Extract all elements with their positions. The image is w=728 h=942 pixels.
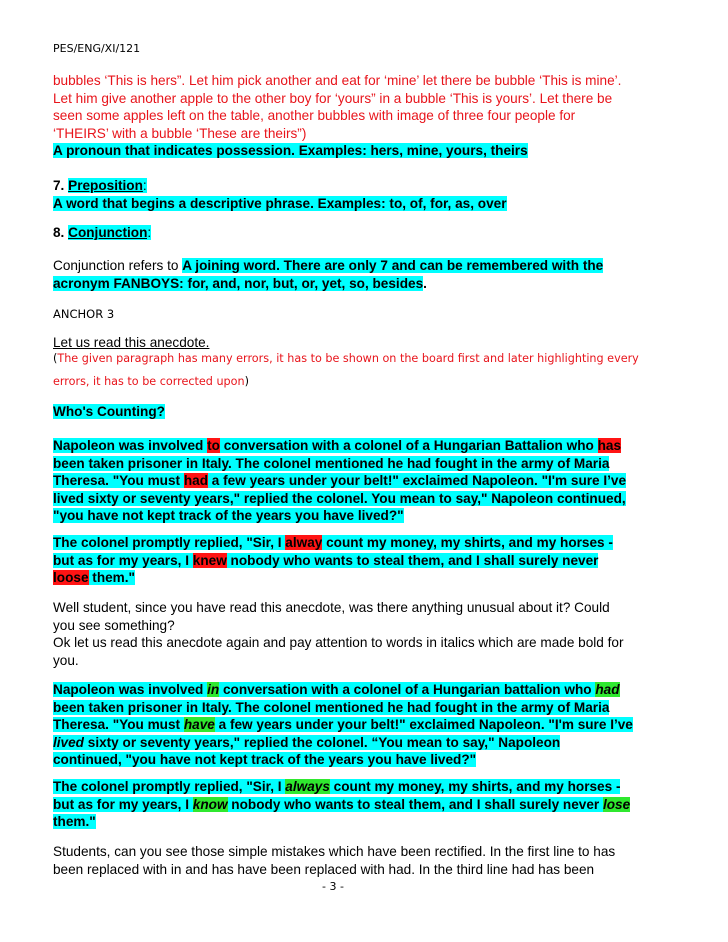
closing-paragraph: Students, can you see those simple mistakes which have been rectified. In the first line to has been replaced with in and has have been replaced with had. In the third line had has been [53,844,616,877]
paragraph-with-errors-2: The colonel promptly replied, "Sir, I alway count my money, my shirts, and my horses - but as for my years, I knew nobody who wants to steal them, and I shall surely never loose them." [53,535,613,586]
corrected-word: lived [53,734,84,750]
anchor-label: ANCHOR 3 [53,307,115,321]
preposition-definition: A word that begins a descriptive phrase. Examples: to, of, for, as, over [53,195,507,211]
corrected-word: in [207,682,220,697]
conjunction-definition: Conjunction refers to A joining word. There are only 7 and can be remembered with the acronym FANBOYS: for, and, nor, but, or, yet, so, besides. [53,258,604,291]
error-word: alway [285,535,323,550]
corrected-word: had [595,682,620,697]
conjunction-heading: 8. Conjunction: [53,225,152,240]
intro-instructions [53,72,675,142]
corrected-word: lose [602,796,631,812]
read-heading: Let us read this anecdote. [53,335,210,350]
story-title: Who's Counting? [53,404,165,419]
preposition-heading: Preposition [68,178,143,193]
error-word: to [207,438,220,453]
corrected-paragraph-2: The colonel promptly replied, "Sir, I always count my money, my shirts, and my horses - but as for my years, I know nobody who wants to steal them, and I shall surely never lose them." [53,779,631,830]
intro-line: seen some apples left on the table, another bubbles with image of three four people for [53,108,576,124]
error-word: knew [192,552,227,568]
discussion-paragraph: Well student, since you have read this anecdote, was there anything unusual about it? Could you see something? Ok let us read this anecdote again and pay attention to words in italics which are made bold for you. [53,600,624,668]
document-code: PES/ENG/XI/121 [53,42,141,55]
preposition-section: 7. Preposition: A word that begins a descriptive phrase. Examples: to, of, for, as, over [53,178,507,211]
error-word: has [597,438,622,453]
page-number: - 3 - [322,880,344,893]
corrected-word: know [192,796,228,812]
pronoun-definition: A pronoun that indicates possession. Examples: hers, mine, yours, theirs [53,143,528,158]
paragraph-with-errors-1: Napoleon was involved to conversation with a colonel of a Hungarian Battalion who has been taken prisoner in Italy. The colonel mentioned he had fought in the army of Maria Theresa. "You must had a few years under your belt!" exclaimed Napoleon. "I'm sure I’ve lived sixty or seventy years," replied the colonel. You mean to say," Napoleon continued, "you have not kept track of the years you have lived?" [53,438,627,524]
corrected-word: have [183,717,215,733]
corrected-paragraph-1: Napoleon was involved in conversation with a colonel of a Hungarian battalion who had been taken prisoner in Italy. The colonel mentioned he had fought in the army of Maria Theresa. "You must have a few years under your belt!" exclaimed Napoleon. "I'm sure I’ve lived sixty or seventy years," replied the colonel. “You mean to say," Napoleon continued, "you have not kept track of the years you have lived?" [53,682,633,768]
error-word: had [183,473,209,489]
teacher-note: (The given paragraph has many errors, it has to be shown on the board first and later highlighting every errors, it has to be corrected upon) [53,352,639,388]
intro-line: ‘THEIRS’ with a bubble ‘These are theirs”) [53,125,307,141]
intro-line: bubbles ‘This is hers”. Let him pick another and eat for ‘mine’ let there be bubble ‘This is mine’. [53,73,622,88]
intro-line: Let him give another apple to the other boy for ‘yours” in a bubble ‘This is yours’. Let there be [53,90,613,106]
error-word: loose [53,570,89,586]
corrected-word: always [285,779,330,794]
